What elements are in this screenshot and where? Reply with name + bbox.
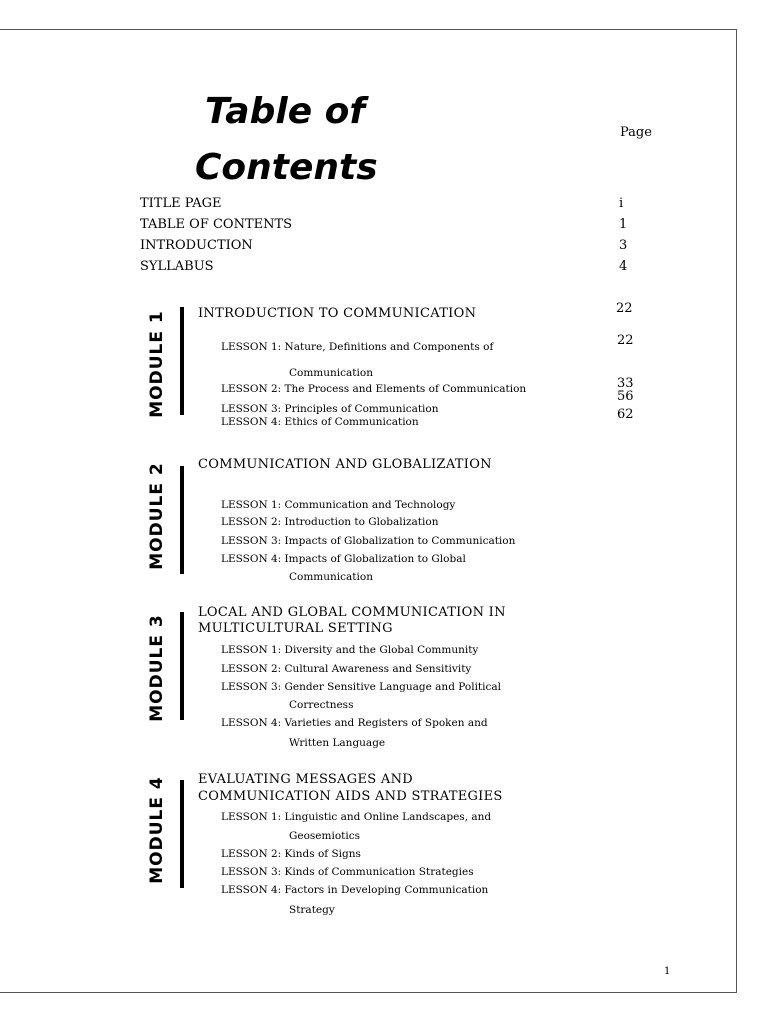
module-2-lesson: Communication [289,571,373,583]
module-4-label: MODULE 4 [147,776,167,884]
module-2-bar [180,466,184,574]
module-2-label: MODULE 2 [147,462,167,570]
module-3-heading-line-1: LOCAL AND GLOBAL COMMUNICATION IN [198,605,506,620]
module-4-lesson: LESSON 2: Kinds of Signs [221,848,361,860]
module-4-bar [180,780,184,888]
module-3-lesson: LESSON 4: Varieties and Registers of Spoken and [221,717,488,729]
module-1-bar [180,307,184,415]
toc-entry-title-page: TITLE PAGE [140,196,222,211]
module-1-label: MODULE 1 [147,310,167,418]
module-3-heading-line-2: MULTICULTURAL SETTING [198,621,393,636]
module-1-lesson: LESSON 3: Principles of Communication [221,403,439,415]
module-3-bar [180,612,184,720]
module-3-lesson: Correctness [289,699,354,711]
module-1-lesson: Communication [289,367,373,379]
module-3-lesson: LESSON 3: Gender Sensitive Language and Political [221,681,502,693]
module-4-heading-line-2: COMMUNICATION AIDS AND STRATEGIES [198,789,503,804]
module-page-number: 22 [616,301,633,316]
footer-page-number: 1 [664,966,671,977]
module-2-heading: COMMUNICATION AND GLOBALIZATION [198,457,492,472]
page-title-line-1: Table of [205,91,366,132]
toc-page-syllabus: 4 [619,259,628,274]
toc-entry-table-of-contents: TABLE OF CONTENTS [140,217,293,232]
module-2-lesson: LESSON 2: Introduction to Globalization [221,516,439,528]
module-2-lesson: LESSON 3: Impacts of Globalization to Communication [221,535,516,547]
module-4-heading-line-1: EVALUATING MESSAGES AND [198,772,414,787]
module-3-label: MODULE 3 [147,614,167,722]
module-1-lesson: LESSON 1: Nature, Definitions and Components of [221,341,494,353]
page-title-line-2: Contents [195,147,378,188]
module-2-lesson: LESSON 4: Impacts of Globalization to Global [221,553,466,565]
toc-page-table-of-contents: 1 [619,217,628,232]
page-column-header: Page [620,125,652,140]
module-1-heading: INTRODUCTION TO COMMUNICATION [198,306,477,321]
module-4-lesson: LESSON 3: Kinds of Communication Strategies [221,866,474,878]
module-3-lesson: LESSON 1: Diversity and the Global Community [221,644,479,656]
module-3-lesson: LESSON 2: Cultural Awareness and Sensitivity [221,663,472,675]
module-page-number: 62 [617,407,634,422]
module-4-lesson: LESSON 1: Linguistic and Online Landscapes, and [221,811,492,823]
module-3-lesson: Written Language [289,737,386,749]
module-4-lesson: Strategy [289,904,335,916]
toc-page-title-page: i [619,196,624,211]
module-page-number: 22 [617,333,634,348]
module-1-lesson: LESSON 2: The Process and Elements of Communication [221,383,527,395]
module-4-lesson: LESSON 4: Factors in Developing Communication [221,884,489,896]
module-page-number: 33 [617,376,634,391]
toc-page-introduction: 3 [619,238,628,253]
module-2-lesson: LESSON 1: Communication and Technology [221,499,456,511]
toc-entry-syllabus: SYLLABUS [140,259,214,274]
module-1-lesson: LESSON 4: Ethics of Communication [221,416,419,428]
module-4-lesson: Geosemiotics [289,830,361,842]
module-page-number: 56 [617,389,634,404]
toc-entry-introduction: INTRODUCTION [140,238,253,253]
